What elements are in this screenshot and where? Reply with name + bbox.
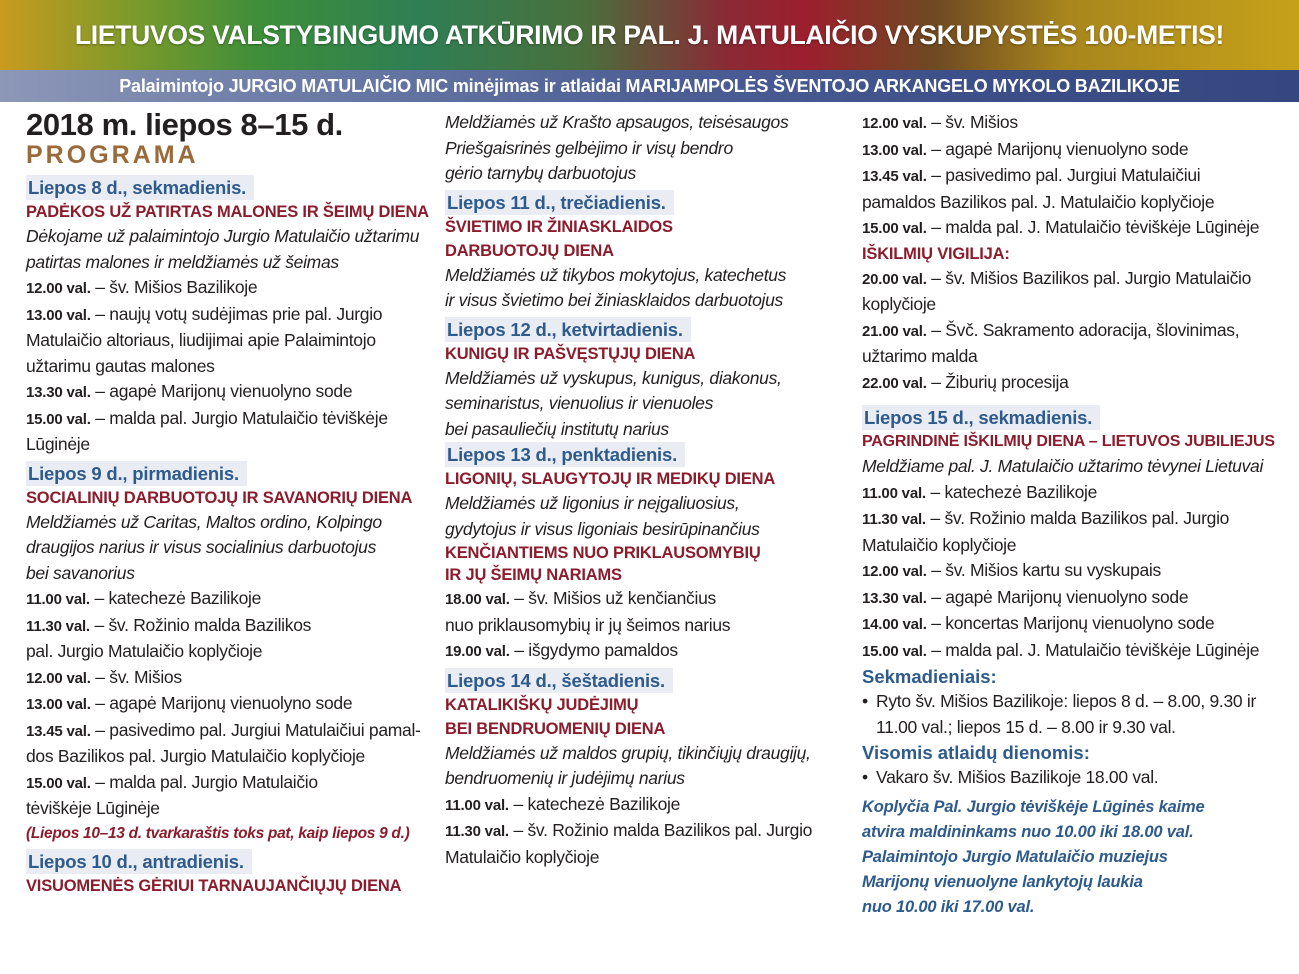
- event-text: – malda pal. Jurgio Matulaičio tėviškėje: [90, 407, 388, 428]
- event-time: 15.00 val.: [862, 220, 927, 237]
- event-text-cont: Matulaičio koplyčioje: [862, 534, 1017, 555]
- event-text: – katechezė Bazilikoje: [925, 481, 1098, 502]
- schedule-item: [862, 480, 1282, 507]
- event-time: 13.45 val.: [26, 722, 91, 740]
- schedule-item: [26, 691, 436, 718]
- day-intro: Meldžiamės už tikybos mokytojus, katechetus: [445, 264, 787, 285]
- day-heading: Liepos 15 d., sekmadienis.: [862, 405, 1100, 430]
- event-time: 11.00 val.: [445, 796, 509, 814]
- day-theme: KENČIANTIEMS NUO PRIKLAUSOMYBIŲ: [445, 544, 761, 562]
- event-text: – šv. Mišios: [926, 112, 1018, 132]
- event-time: 11.30 val.: [445, 823, 509, 840]
- event-text-cont: Lūginėje: [26, 434, 90, 454]
- day-theme: PAGRINDINĖ IŠKILMIŲ DIENA – LIETUVOS JUBILIEJUS: [862, 433, 1275, 450]
- schedule-item: [445, 586, 845, 613]
- event-text: – šv. Rožinio malda Bazilikos pal. Jurgio: [925, 508, 1230, 528]
- schedule-item: [862, 110, 1282, 137]
- schedule-item: [862, 137, 1282, 164]
- schedule-item: [862, 585, 1282, 612]
- schedule-item: [862, 611, 1282, 638]
- event-text: – šv. Mišios: [90, 666, 182, 687]
- event-text: – malda pal. J. Matulaičio tėviškėje Lūginėje: [926, 639, 1260, 660]
- event-time: 13.00 val.: [26, 696, 91, 713]
- event-time: 20.00 val.: [862, 270, 927, 288]
- event-time: 15.00 val.: [26, 410, 91, 428]
- day-intro: Meldžiamės už Caritas, Maltos ordino, Kolpingo: [26, 511, 382, 532]
- schedule-item: [26, 718, 436, 745]
- event-text: – šv. Mišios Bazilikoje: [90, 277, 258, 297]
- day-heading: Liepos 11 d., trečiadienis.: [445, 190, 674, 215]
- schedule-item: [26, 379, 436, 406]
- schedule-item: [862, 318, 1282, 345]
- event-text: – pasivedimo pal. Jurgiui Matulaičiui pamal-: [90, 719, 421, 740]
- program-heading: PROGRAMA: [26, 141, 199, 169]
- event-text-cont: Matulaičio koplyčioje: [445, 846, 600, 867]
- event-time: 12.00 val.: [862, 563, 927, 580]
- column-2: [445, 110, 845, 870]
- column-3: [862, 110, 1282, 920]
- event-time: 11.00 val.: [862, 484, 926, 502]
- visiting-info-line: Marijonų vienuolyne lankytojų laukia: [862, 872, 1143, 891]
- day-intro: bei savanorius: [26, 562, 135, 583]
- schedule-item: [26, 302, 436, 329]
- event-text: – pasivedimo pal. Jurgiui Matulaičiui: [926, 165, 1201, 185]
- schedule-note: (Liepos 10–13 d. tvarkaraštis toks pat, kaip liepos 9 d.): [26, 824, 410, 842]
- event-time: 14.00 val.: [862, 616, 927, 633]
- event-text-cont: pamaldos Bazilikos pal. J. Matulaičio koplyčioje: [862, 191, 1215, 212]
- title-banner: [0, 0, 1299, 70]
- event-text-cont: dos Bazilikos pal. Jurgio Matulaičio koplyčioje: [26, 746, 365, 766]
- list-item-text: Ryto šv. Mišios Bazilikoje: liepos 8 d. – 8.00, 9.30 ir: [876, 691, 1257, 711]
- event-time: 19.00 val.: [445, 643, 510, 660]
- event-time: 13.30 val.: [26, 384, 91, 401]
- list-item-text: Vakaro šv. Mišios Bazilikoje 18.00 val.: [876, 767, 1159, 787]
- day-theme: VISUOMENĖS GĖRIUI TARNAUJANČIŲJŲ DIENA: [26, 876, 402, 895]
- page-subtitle: Palaimintojo JURGIO MATULAIČIO MIC minėjimas ir atlaidai MARIJAMPOLĖS ŠVENTOJO ARKANGELO MYKOLO BAZILIKOJE: [119, 75, 1180, 96]
- event-text-cont: tėviškėje Lūginėje: [26, 798, 160, 818]
- list-item: [862, 765, 1282, 791]
- event-time: 11.30 val.: [862, 511, 926, 528]
- event-text: – koncertas Marijonų vienuolyno sode: [926, 613, 1215, 633]
- event-text: – malda pal. J. Matulaičio tėviškėje Lūginėje: [926, 217, 1260, 237]
- schedule-item: [26, 275, 436, 302]
- day-intro: Meldžiamės už vyskupus, kunigus, diakonus,: [445, 367, 782, 388]
- event-time: 11.00 val.: [26, 591, 90, 608]
- event-text: – šv. Mišios kartu su vyskupais: [926, 560, 1161, 580]
- event-text-cont: užtarimu gautas malones: [26, 355, 215, 376]
- day-block-13: [445, 442, 845, 665]
- all-days-block: [862, 740, 1282, 791]
- day-theme: DARBUOTOJŲ DIENA: [445, 241, 614, 260]
- day-theme: IR JŲ ŠEIMŲ NARIAMS: [445, 566, 622, 584]
- day-intro: bei pasauliečių institutų narius: [445, 418, 669, 439]
- event-time: 13.45 val.: [862, 168, 927, 185]
- day-intro: gėrio tarnybų darbuotojus: [445, 163, 636, 183]
- day-heading: Liepos 13 d., penktadienis.: [445, 442, 685, 467]
- event-text: – Švč. Sakramento adoracija, šlovinimas,: [926, 319, 1240, 340]
- event-time: 22.00 val.: [862, 374, 927, 392]
- list-item-text-cont: 11.00 val.; liepos 15 d. – 8.00 ir 9.30 val.: [876, 716, 1176, 737]
- vigil-heading: IŠKILMIŲ VIGILIJA:: [862, 244, 1010, 263]
- day-intro: Priešgaisrinės gelbėjimo ir visų bendro: [445, 137, 733, 158]
- event-time: 13.30 val.: [862, 589, 927, 607]
- event-text: – agapė Marijonų vienuolyno sode: [90, 693, 353, 713]
- schedule-item: [862, 266, 1282, 293]
- schedule-item: [26, 586, 436, 613]
- sundays-block: [862, 664, 1282, 740]
- event-time: 21.00 val.: [862, 322, 927, 340]
- bullet-icon: •: [862, 767, 868, 787]
- day-theme: PADĖKOS UŽ PATIRTAS MALONES IR ŠEIMŲ DIENA: [26, 203, 429, 221]
- visiting-info-line: nuo 10.00 iki 17.00 val.: [862, 897, 1035, 916]
- sundays-heading: Sekmadieniais:: [862, 666, 997, 687]
- day-block-11: [445, 187, 845, 314]
- day-intro: Meldžiame pal. J. Matulaičio užtarimo tėvynei Lietuvai: [862, 456, 1264, 476]
- day-block-14-cont: [862, 110, 1282, 396]
- list-item: [862, 689, 1282, 740]
- schedule-item: [26, 770, 436, 797]
- event-text: – šv. Mišios už kenčiančius: [509, 588, 716, 608]
- event-time: 18.00 val.: [445, 591, 510, 608]
- day-theme: KATALIKIŠKŲ JUDĖJIMŲ: [445, 695, 639, 714]
- event-text: – agapė Marijonų vienuolyno sode: [926, 138, 1189, 159]
- schedule-item: [26, 613, 436, 640]
- day-heading: Liepos 9 d., pirmadienis.: [26, 461, 247, 486]
- schedule-item: [862, 506, 1282, 533]
- day-theme: KUNIGŲ IR PAŠVĘSTŲJŲ DIENA: [445, 344, 696, 363]
- schedule-item: [445, 638, 845, 665]
- event-text-cont: pal. Jurgio Matulaičio koplyčioje: [26, 641, 263, 661]
- day-intro: patirtas malones ir meldžiamės už šeimas: [26, 251, 339, 272]
- day-block-8: [26, 172, 436, 458]
- event-text-cont: nuo priklausomybių ir jų šeimos narius: [445, 614, 731, 635]
- schedule-item: [26, 406, 436, 433]
- day-intro: bendruomenių ir judėjimų narius: [445, 768, 685, 788]
- day-intro: draugijos narius ir visus socialinius darbuotojus: [26, 537, 377, 557]
- day-theme: BEI BENDRUOMENIŲ DIENA: [445, 719, 666, 738]
- page-title: LIETUVOS VALSTYBINGUMO ATKŪRIMO IR PAL. J. MATULAIČIO VYSKUPYSTĖS 100-METIS!: [74, 19, 1225, 50]
- schedule-item: [862, 163, 1282, 190]
- day-intro: seminaristus, vienuolius ir vienuoles: [445, 393, 714, 413]
- event-time: 15.00 val.: [26, 774, 91, 792]
- event-time: 15.00 val.: [862, 642, 927, 660]
- day-block-14: [445, 665, 845, 871]
- visiting-info: [862, 795, 1282, 920]
- day-intro: Meldžiamės už Krašto apsaugos, teisėsaugos: [445, 112, 789, 132]
- day-block-12: [445, 314, 845, 443]
- day-block-9: [26, 458, 436, 846]
- event-time: 12.00 val.: [862, 115, 927, 132]
- event-text: – katechezė Bazilikoje: [508, 793, 681, 814]
- event-time: 12.00 val.: [26, 669, 91, 687]
- day-heading: Liepos 8 d., sekmadienis.: [26, 175, 254, 200]
- day-intro: Meldžiamės už maldos grupių, tikinčiųjų draugijų,: [445, 742, 811, 763]
- event-dates: 2018 m. liepos 8–15 d.: [26, 107, 343, 142]
- day-intro: Dėkojame už palaimintojo Jurgio Matulaičio užtarimu: [26, 226, 420, 246]
- event-time: 13.00 val.: [26, 306, 91, 324]
- day-intro: Meldžiamės už ligonius ir neįgaliuosius,: [445, 493, 740, 513]
- event-text: – išgydymo pamaldos: [509, 640, 678, 660]
- event-text: – šv. Rožinio malda Bazilikos: [89, 614, 312, 635]
- visiting-info-line: Koplyčia Pal. Jurgio tėviškėje Lūginės kaime: [862, 797, 1205, 816]
- event-text: – šv. Mišios Bazilikos pal. Jurgio Matulaičio: [926, 267, 1252, 288]
- bullet-icon: •: [862, 691, 868, 711]
- day-heading: Liepos 14 d., šeštadienis.: [445, 668, 673, 693]
- all-days-heading: Visomis atlaidų dienomis:: [862, 742, 1090, 763]
- day-block-10: [26, 846, 436, 898]
- day-block-15: [862, 402, 1282, 664]
- schedule-item: [862, 558, 1282, 585]
- schedule-item: [862, 638, 1282, 665]
- event-text-cont: Matulaičio altoriaus, liudijimai apie Palaimintojo: [26, 330, 376, 350]
- day-heading: Liepos 10 d., antradienis.: [26, 849, 252, 874]
- schedule-item: [445, 792, 845, 819]
- day-intro: gydytojus ir visus ligoniais besirūpinančius: [445, 518, 760, 539]
- day-theme: ŠVIETIMO IR ŽINIASKLAIDOS: [445, 217, 673, 236]
- event-text: – katechezė Bazilikoje: [89, 588, 262, 608]
- event-text-cont: užtarimo malda: [862, 346, 978, 366]
- event-text: – Žiburių procesija: [926, 371, 1069, 392]
- day-block-10-cont: [445, 110, 845, 187]
- event-time: 12.00 val.: [26, 280, 91, 297]
- schedule-item: [26, 665, 436, 692]
- event-time: 13.00 val.: [862, 141, 927, 159]
- event-text: – malda pal. Jurgio Matulaičio: [90, 771, 318, 792]
- schedule-item: [445, 818, 845, 845]
- event-text: – agapė Marijonų vienuolyno sode: [926, 586, 1189, 607]
- schedule-item: [862, 370, 1282, 397]
- column-1: [26, 108, 436, 898]
- event-time: 11.30 val.: [26, 617, 90, 635]
- event-text: – naujų votų sudėjimas prie pal. Jurgio: [90, 303, 383, 324]
- visiting-info-line: Palaimintojo Jurgio Matulaičio muziejus: [862, 847, 1168, 866]
- schedule-item: [862, 215, 1282, 242]
- day-theme: LIGONIŲ, SLAUGYTOJŲ IR MEDIKŲ DIENA: [445, 470, 776, 488]
- visiting-info-line: atvira maldininkams nuo 10.00 iki 18.00 val.: [862, 822, 1194, 841]
- event-text: – šv. Rožinio malda Bazilikos pal. Jurgio: [508, 820, 813, 840]
- event-text: – agapė Marijonų vienuolyno sode: [90, 381, 353, 401]
- event-text-cont: koplyčioje: [862, 294, 936, 314]
- subtitle-banner: [0, 70, 1299, 102]
- day-heading: Liepos 12 d., ketvirtadienis.: [445, 317, 691, 342]
- day-theme: SOCIALINIŲ DARBUOTOJŲ IR SAVANORIŲ DIENA: [26, 488, 413, 507]
- day-intro: ir visus švietimo bei žiniasklaidos darbuotojus: [445, 290, 784, 310]
